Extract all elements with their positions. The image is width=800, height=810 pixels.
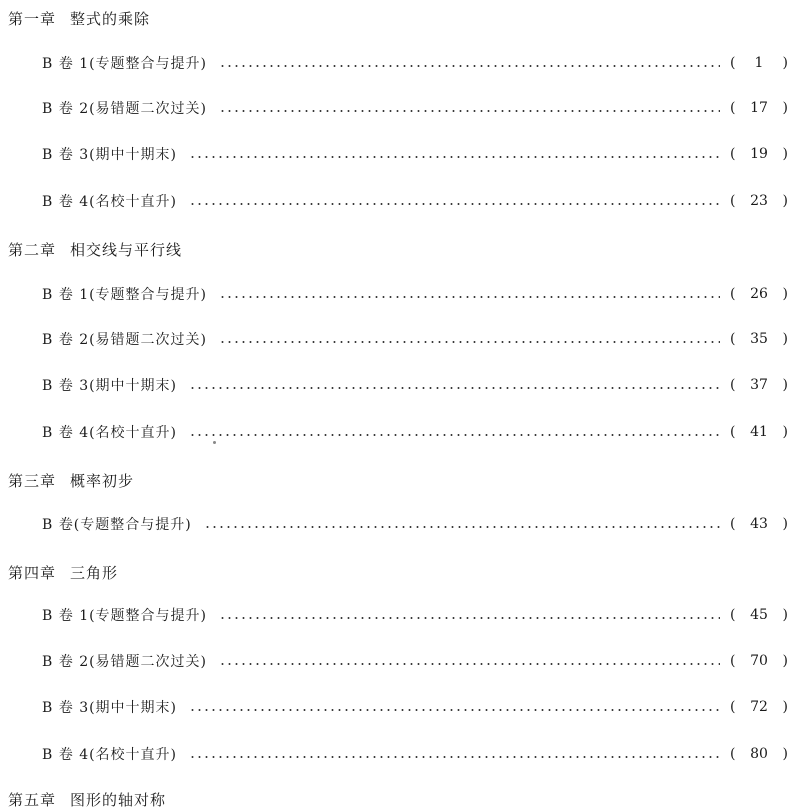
paren-open: (	[730, 746, 736, 762]
entry-label: B 卷(专题整合与提升)	[42, 517, 192, 533]
chapter-number: 第五章	[8, 791, 57, 809]
dot-leader	[189, 434, 720, 436]
entry-label: B 卷 4(名校十直升)	[42, 747, 178, 763]
paren-close: )	[782, 377, 788, 393]
dot-leader	[219, 65, 720, 67]
page-number: 72	[750, 699, 768, 715]
paren-open: (	[730, 331, 736, 347]
entry-label: B 卷 1(专题整合与提升)	[42, 608, 208, 624]
chapter-number: 第二章	[8, 241, 57, 259]
toc-entry	[42, 97, 788, 119]
toc-entry	[42, 421, 788, 443]
dot-leader	[189, 387, 720, 389]
page-reference	[730, 746, 788, 762]
page-reference	[730, 516, 788, 532]
paren-open: (	[730, 146, 736, 162]
page-number: 26	[750, 286, 768, 302]
chapter-title: 三角形	[70, 564, 119, 582]
page-number: 37	[750, 377, 768, 393]
paren-open: (	[730, 699, 736, 715]
paren-close: )	[782, 516, 788, 532]
dot-leader	[189, 203, 720, 205]
dot-leader	[189, 756, 720, 758]
entry-label: B 卷 3(期中十期末)	[42, 378, 178, 394]
page-number: 45	[750, 607, 768, 623]
chapter-number: 第三章	[8, 472, 57, 490]
dot-leader	[219, 296, 720, 298]
paren-open: (	[730, 286, 736, 302]
chapter-heading	[8, 471, 134, 491]
paren-close: )	[782, 653, 788, 669]
paren-close: )	[782, 331, 788, 347]
stray-ink-dot	[213, 441, 216, 444]
paren-close: )	[782, 607, 788, 623]
page-reference	[730, 377, 788, 393]
paren-close: )	[782, 55, 788, 71]
dot-leader	[219, 110, 720, 112]
paren-open: (	[730, 55, 736, 71]
toc-entry	[42, 190, 788, 212]
paren-close: )	[782, 286, 788, 302]
toc-entry	[42, 328, 788, 350]
page-number: 17	[750, 100, 768, 116]
chapter-title: 概率初步	[70, 472, 135, 490]
paren-open: (	[730, 100, 736, 116]
entry-label: B 卷 2(易错题二次过关)	[42, 332, 208, 348]
page-number: 35	[750, 331, 768, 347]
toc-entry	[42, 696, 788, 718]
chapter-number: 第一章	[8, 10, 57, 28]
chapter-title: 整式的乘除	[70, 10, 151, 28]
toc-entry	[42, 513, 788, 535]
entry-label: B 卷 1(专题整合与提升)	[42, 287, 208, 303]
chapter-number: 第四章	[8, 564, 57, 582]
chapter-title: 图形的轴对称	[70, 791, 167, 809]
page-reference	[730, 699, 788, 715]
paren-close: )	[782, 746, 788, 762]
page-number: 80	[750, 746, 768, 762]
toc-entry	[42, 374, 788, 396]
paren-close: )	[782, 699, 788, 715]
chapter-heading	[8, 563, 118, 583]
entry-label: B 卷 3(期中十期末)	[42, 147, 178, 163]
toc-entry	[42, 743, 788, 765]
dot-leader	[204, 526, 720, 528]
page-reference	[730, 100, 788, 116]
dot-leader	[219, 341, 720, 343]
dot-leader	[189, 156, 720, 158]
page-reference	[730, 286, 788, 302]
page-number: 23	[750, 193, 768, 209]
paren-open: (	[730, 193, 736, 209]
page-reference	[730, 653, 788, 669]
paren-close: )	[782, 100, 788, 116]
dot-leader	[219, 617, 720, 619]
paren-open: (	[730, 377, 736, 393]
page-reference	[730, 607, 788, 623]
chapter-title: 相交线与平行线	[70, 241, 183, 259]
dot-leader	[189, 709, 720, 711]
paren-open: (	[730, 607, 736, 623]
page-reference	[730, 331, 788, 347]
page-number: 41	[750, 424, 768, 440]
paren-open: (	[730, 516, 736, 532]
paren-open: (	[730, 653, 736, 669]
chapter-heading	[8, 9, 150, 29]
entry-label: B 卷 2(易错题二次过关)	[42, 101, 208, 117]
page-number: 43	[750, 516, 768, 532]
dot-leader	[219, 663, 720, 665]
page-number: 1	[754, 55, 764, 71]
entry-label: B 卷 1(专题整合与提升)	[42, 56, 208, 72]
page-number: 70	[750, 653, 768, 669]
entry-label: B 卷 2(易错题二次过关)	[42, 654, 208, 670]
entry-label: B 卷 4(名校十直升)	[42, 425, 178, 441]
page-reference	[730, 55, 788, 71]
page-reference	[730, 146, 788, 162]
toc-entry	[42, 604, 788, 626]
page-reference	[730, 193, 788, 209]
paren-close: )	[782, 424, 788, 440]
page-reference	[730, 424, 788, 440]
entry-label: B 卷 3(期中十期末)	[42, 700, 178, 716]
toc-entry	[42, 650, 788, 672]
paren-close: )	[782, 193, 788, 209]
paren-open: (	[730, 424, 736, 440]
toc-entry	[42, 143, 788, 165]
chapter-heading	[8, 240, 182, 260]
toc-entry	[42, 52, 788, 74]
toc-entry	[42, 283, 788, 305]
entry-label: B 卷 4(名校十直升)	[42, 194, 178, 210]
paren-close: )	[782, 146, 788, 162]
page-number: 19	[750, 146, 768, 162]
chapter-heading	[8, 790, 166, 810]
